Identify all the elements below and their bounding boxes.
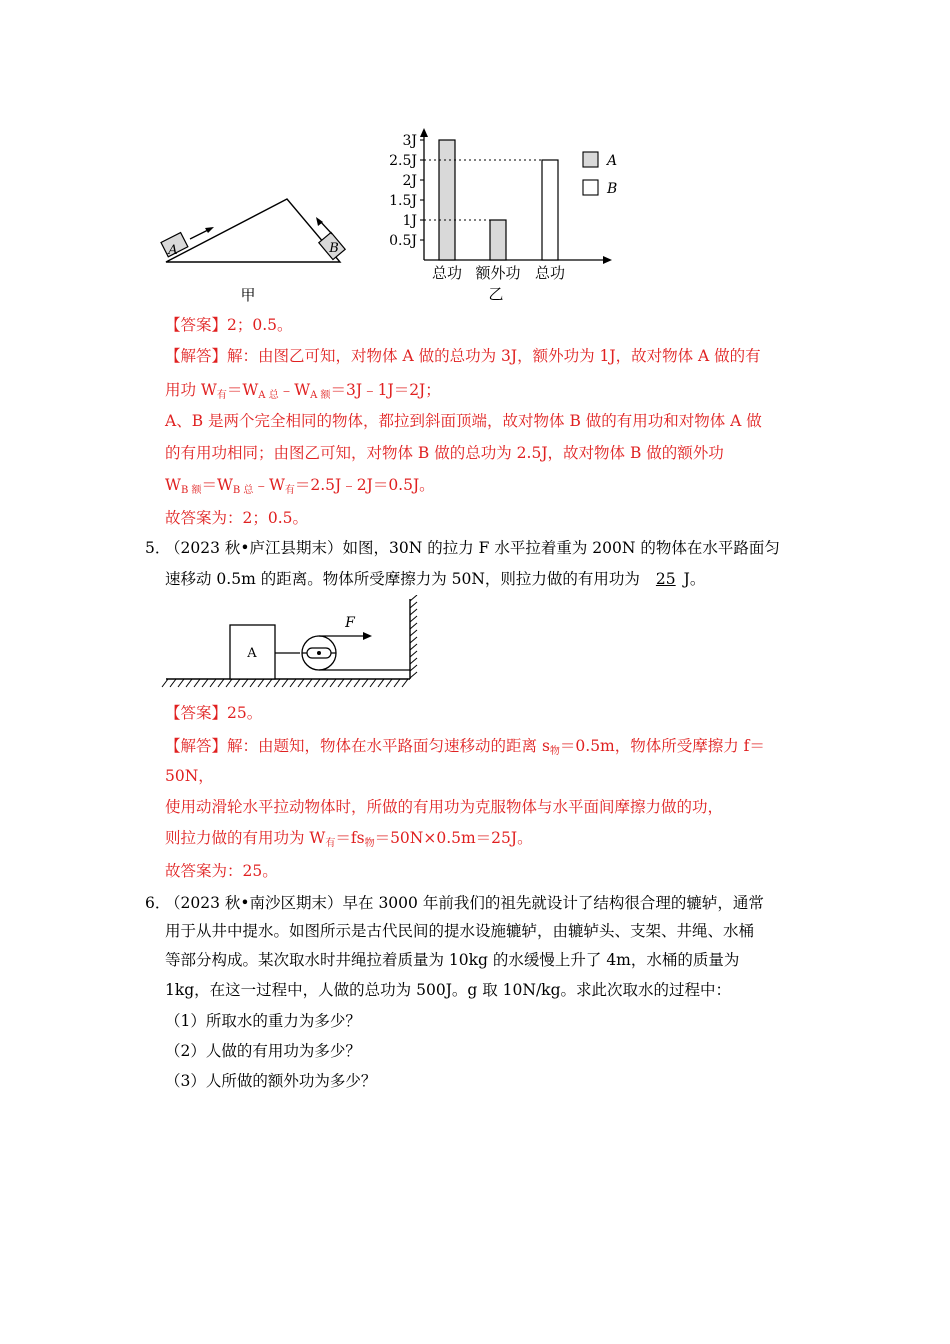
hatch-mark [330, 679, 336, 687]
bar [439, 140, 455, 260]
hatch-mark [410, 602, 417, 608]
answer-tag: 【答案】 [165, 704, 228, 722]
y-tick-label: 0.5J [389, 233, 417, 249]
subscript: B 总 [232, 485, 254, 496]
bar [490, 220, 506, 260]
hatch-mark [234, 679, 240, 687]
pulley-figure [160, 595, 430, 695]
answer-text: 2；0.5。 [227, 316, 293, 334]
y-axis-arrow [420, 128, 428, 137]
force-arrow-head [363, 632, 372, 640]
hatch-mark [282, 679, 288, 687]
q6-text-line-2: 用于从井中提水。如图所示是古代民间的提水设施辘轳，由辘轳头、支架、井绳、水桶 [165, 922, 755, 940]
hatch-mark [266, 679, 272, 687]
hatch-mark [162, 679, 168, 687]
question-text: 速移动 0.5m 的距离。物体所受摩擦力为 50N，则拉力做的有用功为 [165, 570, 640, 588]
hatch-mark [410, 623, 417, 629]
incline-triangle [166, 199, 340, 262]
hatch-mark [250, 679, 256, 687]
q4-final-answer: 故答案为：2；0.5。 [165, 509, 309, 527]
hatch-mark [354, 679, 360, 687]
q6-text-line-3: 等部分构成。某次取水时井绳拉着质量为 10kg 的水缓慢上升了 4m，水桶的质量为 [165, 951, 740, 969]
q5-text-line-1: （2023 秋•庐江县期末）如图，30N 的拉力 F 水平拉着重为 200N 的物体在水平路面匀 [165, 539, 780, 557]
hatch-mark [194, 679, 200, 687]
y-tick-label: 1.5J [389, 193, 417, 209]
solution-text: ＝0.5m，物体所受摩擦力 f＝ [559, 737, 765, 755]
solution-text: ﹣W [253, 476, 285, 494]
solution-text: ＝3J﹣1J＝2J； [330, 381, 441, 399]
hatch-mark [346, 679, 352, 687]
hatch-mark [410, 609, 417, 615]
subscript: A 总 [258, 390, 279, 401]
solution-tag: 【解答】 [165, 737, 228, 755]
y-tick-label: 3J [402, 133, 417, 149]
hatch-mark [394, 679, 400, 687]
q6-text-line-1: （2023 秋•南沙区期末）早在 3000 年前我们的祖先就设计了结构很合理的辘轳，通常 [165, 894, 764, 912]
solution-text: 解：由图乙可知，对物体 A 做的总功为 3J，额外功为 1J，故对物体 A 做的有 [227, 347, 761, 365]
solution-text: W [165, 476, 181, 494]
y-tick-label: 2J [402, 173, 417, 189]
hatch-mark [370, 679, 376, 687]
hatch-mark [274, 679, 280, 687]
solution-text: ＝2.5J﹣2J＝0.5J。 [294, 476, 435, 494]
subscript: B 额 [180, 485, 202, 496]
pulley-center [317, 651, 321, 655]
q5-solution-line-2: 50N， [165, 767, 214, 785]
hatch-mark [378, 679, 384, 687]
subscript: 有 [216, 390, 227, 401]
q6-number: 6． [145, 894, 171, 912]
arrow-a-head [205, 227, 214, 233]
subscript: 有 [325, 838, 336, 849]
subscript: 物 [364, 838, 375, 849]
solution-text: 用功 W [165, 381, 217, 399]
q4-solution-line-4: 的有用功相同；由图乙可知，对物体 B 做的总功为 2.5J，故对物体 B 做的额外功 [165, 444, 724, 462]
arrow-b-head [316, 217, 323, 226]
q6-sub-question-1: （1）所取水的重力为多少？ [165, 1012, 361, 1030]
subscript: 物 [549, 746, 560, 757]
force-label: F [345, 615, 355, 631]
x-axis-arrow [603, 256, 612, 264]
hatch-mark [410, 630, 417, 636]
hatch-mark [290, 679, 296, 687]
q5-solution-line-3: 使用动滑轮水平拉动物体时，所做的有用功为克服物体与水平面间摩擦力做的功， [165, 798, 724, 816]
block-a-label: A [168, 243, 178, 258]
solution-text: ＝50N×0.5m＝25J。 [374, 829, 533, 847]
hatch-mark [202, 679, 208, 687]
hatch-mark [218, 679, 224, 687]
incline-figure [160, 190, 360, 305]
q4-solution-line-3: A、B 是两个完全相同的物体，都拉到斜面顶端，故对物体 B 做的有用功和对物体 A 做 [165, 412, 762, 430]
hatch-mark [258, 679, 264, 687]
y-tick-label: 2.5J [389, 153, 417, 169]
solution-text: ＝W [201, 476, 233, 494]
q4-solution-line-1 [165, 346, 761, 366]
hatch-mark [298, 679, 304, 687]
q4-solution-line-2 [165, 380, 441, 406]
subscript: A 额 [310, 390, 331, 401]
legend-swatch [583, 152, 598, 167]
solution-text: ＝fs [335, 829, 365, 847]
subscript: 有 [284, 485, 295, 496]
hatch-mark [338, 679, 344, 687]
solution-text: ﹣W [278, 381, 311, 399]
hatch-mark [410, 595, 417, 601]
chart-layer [389, 128, 617, 282]
x-category-label: 额外功 [475, 264, 521, 282]
hatch-mark [242, 679, 248, 687]
legend-label: A [607, 153, 618, 169]
question-text: J。 [683, 570, 706, 588]
block-b-label: B [329, 241, 339, 256]
hatch-mark [210, 679, 216, 687]
q5-answer-line [165, 703, 262, 723]
hatch-mark [410, 651, 417, 657]
answer-tag: 【答案】 [165, 316, 228, 334]
hatch-mark [186, 679, 192, 687]
q5-number: 5． [145, 539, 171, 557]
q4-solution-line-5 [165, 475, 435, 501]
hatch-mark [410, 672, 417, 678]
hatch-mark [410, 665, 417, 671]
hatch-mark [306, 679, 312, 687]
q5-solution-line-4 [165, 828, 533, 854]
bar [542, 160, 558, 260]
answer-blank: 25 [655, 570, 676, 588]
q6-sub-question-2: （2）人做的有用功为多少？ [165, 1042, 361, 1060]
legend-label: B [607, 181, 618, 197]
legend-swatch [583, 180, 598, 195]
hatch-mark [410, 616, 417, 622]
hatch-mark [410, 637, 417, 643]
y-tick-label: 1J [402, 213, 417, 229]
solution-tag: 【解答】 [165, 347, 228, 365]
fig1-caption: 甲 [240, 286, 256, 304]
q6-text-line-4: 1kg，在这一过程中，人做的总功为 500J。g 取 10N/kg。求此次取水的过程中： [165, 981, 732, 999]
q5-solution-line-1 [165, 736, 765, 762]
q5-text-line-2 [165, 569, 705, 589]
x-category-label: 总功 [534, 264, 566, 282]
hatch-mark [226, 679, 232, 687]
q5-final-answer: 故答案为：25。 [165, 862, 278, 880]
hatch-mark [402, 679, 408, 687]
ground-hatch [162, 679, 408, 687]
solution-text: ＝W [226, 381, 259, 399]
fig2-caption: 乙 [488, 285, 504, 303]
hatch-mark [410, 644, 417, 650]
x-category-label: 总功 [431, 264, 463, 282]
wall-hatch [410, 595, 417, 678]
solution-text: 则拉力做的有用功为 W [165, 829, 326, 847]
q4-answer-line [165, 315, 293, 335]
hatch-mark [410, 658, 417, 664]
hatch-mark [178, 679, 184, 687]
hatch-mark [386, 679, 392, 687]
hatch-mark [362, 679, 368, 687]
hatch-mark [322, 679, 328, 687]
block-a-label: A [247, 646, 257, 661]
hatch-mark [170, 679, 176, 687]
q6-sub-question-3: （3）人所做的额外功为多少？ [165, 1072, 377, 1090]
bar-chart [380, 128, 620, 308]
hatch-mark [314, 679, 320, 687]
solution-text: 解：由题知，物体在水平路面匀速移动的距离 s [227, 737, 550, 755]
answer-text: 25。 [227, 704, 263, 722]
